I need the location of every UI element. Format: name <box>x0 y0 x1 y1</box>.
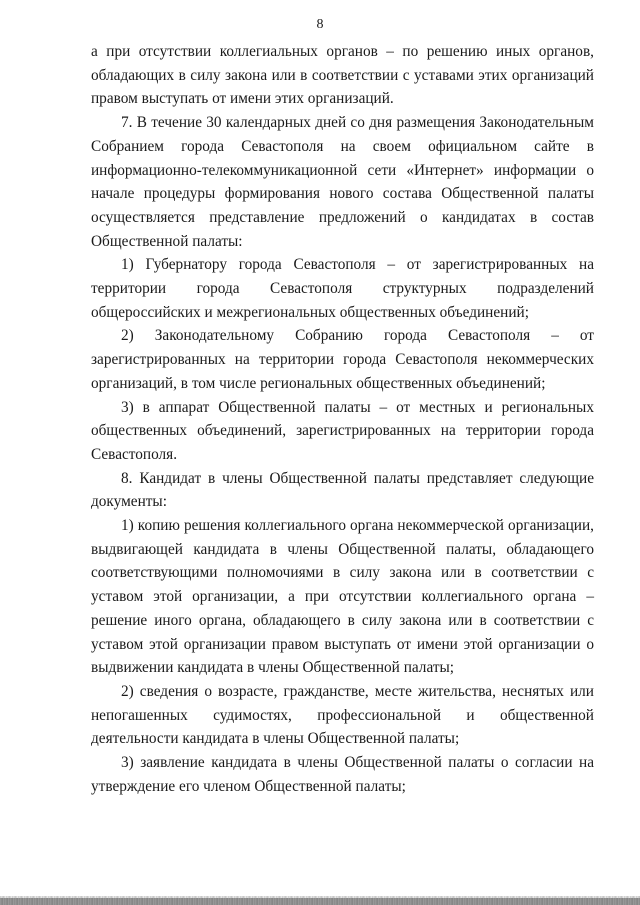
paragraph-subitem-8-3: 3) заявление кандидата в члены Общественной палаты о согласии на утверждение его членом Общественной палаты; <box>91 754 594 795</box>
paragraph-subitem-7-1: 1) Губернатору города Севастополя – от зарегистрированных на территории города Севастополя структурных подразделений общероссийских и межрегиональных общественных объединений; <box>91 256 594 321</box>
page-number: 8 <box>316 17 324 32</box>
document-body <box>91 40 594 799</box>
scan-edge-artifact <box>0 898 640 905</box>
paragraph-item-7: 7. В течение 30 календарных дней со дня размещения Законодательным Собранием города Севастополя на своем официальном сайте в информационно-телекоммуникационной сети «Интернет» информации о начале процедуры формирования нового состава Общественной палаты осуществляется представление предложений о кандидатах в состав Общественной палаты: <box>91 114 594 250</box>
paragraph-item-8: 8. Кандидат в члены Общественной палаты представляет следующие документы: <box>91 469 594 511</box>
paragraph-subitem-8-1: 1) копию решения коллегиального органа некоммерческой организации, выдвигающей кандидата в члены Общественной палаты, обладающего соответствующими полномочиями в силу закона или в соответствии с уставом этой организации, а при отсутствии коллегиального органа – решение иного органа, обладающего в силу закона или в соответствии с уставом этой организации правом выступать от имени этой организации о выдвижении кандидата в члены Общественной палаты; <box>91 517 594 677</box>
paragraph-subitem-7-2: 2) Законодательному Собранию города Севастополя – от зарегистрированных на территории города Севастополя некоммерческих организаций, в том числе региональных общественных объединений; <box>91 327 594 392</box>
paragraph-subitem-7-3: 3) в аппарат Общественной палаты – от местных и региональных общественных объединений, зарегистрированных на территории города Севастополя. <box>91 398 594 463</box>
paragraph-continuation: а при отсутствии коллегиальных органов – по решению иных органов, обладающих в силу закона или в соответствии с уставами этих организаций правом выступать от имени этих организаций. <box>91 43 594 108</box>
paragraph-subitem-8-2: 2) сведения о возрасте, гражданстве, месте жительства, неснятых или непогашенных судимостях, профессиональной и общественной деятельности кандидата в члены Общественной палаты; <box>91 682 594 748</box>
